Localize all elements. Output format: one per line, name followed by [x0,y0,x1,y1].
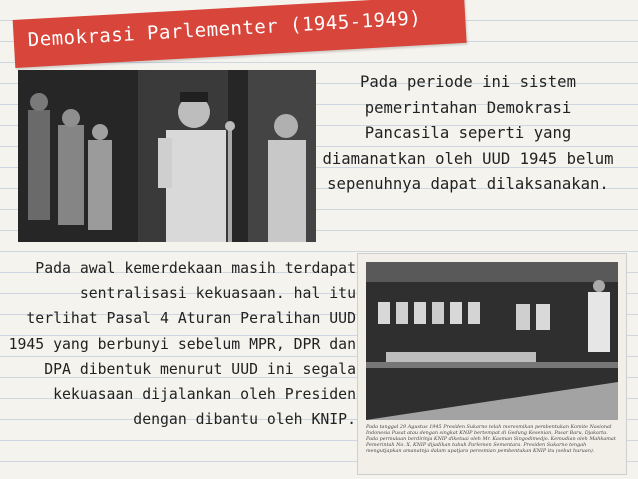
paragraph-bottom: Pada awal kemerdekaan masih terdapat sentralisasi kekuasaan. hal itu terlihat Pasal 4 Aturan Peralihan UUD 1945 yang berbunyi sebelum MPR, DPR dan DPA dibentuk menurut UUD ini segala kekuasaan dijalankan oleh Presiden dengan dibantu oleh KNIP. [8,260,356,429]
paragraph-top: Pada periode ini sistem pemerintahan Demokrasi Pancasila seperti yang diamanatkan oleh UUD 1945 belum sepenuhnya dapat dilaksanakan. [322,73,614,193]
knip-photo-illustration [366,262,618,420]
slide-title: Demokrasi Parlementer (1945-1949) [27,7,422,52]
speech-photo-illustration [18,70,316,242]
speech-photo [18,70,316,242]
knip-photo-card [357,253,627,475]
knip-photo [366,262,618,420]
title-banner [13,0,467,68]
photo-caption: Pada tanggal 29 Agustus 1945 Presiden Sukarno telah meresmikan pembentukan Komite Nasional Indonesia Pusat atau dengan singkat KNIP bertempat di Gedung Kesenian, Pasar Baru, Djakarta. Pada permulaan berdirinja KNIP diketuai oleh Mr. Kasman Singodimedjo. Kemudian oleh Mahkamat Pemerintah No. X, KNIP dijadikan tubuh Parlemen Sementara. Presiden Sukarno tengah mengutjapkan amanatnja dalam upatjara peresmian pembentukan KNIP itu (sebut huruan). [366,424,616,454]
